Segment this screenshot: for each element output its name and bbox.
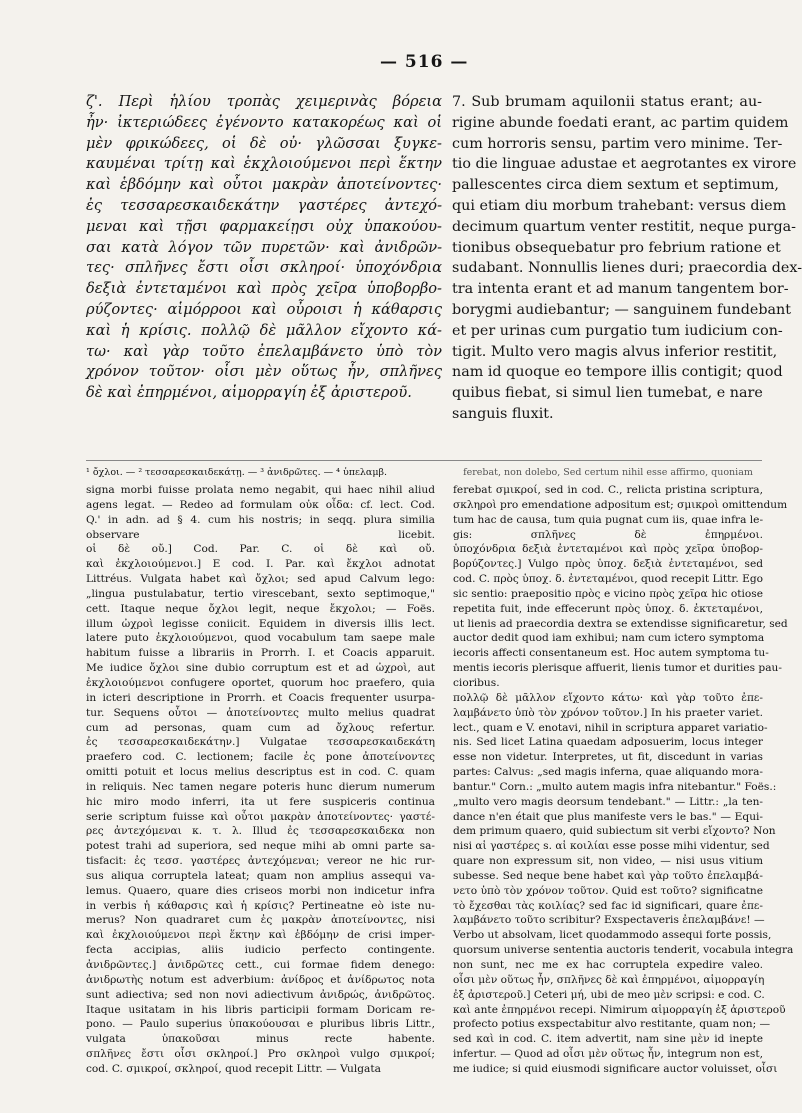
footnote-line: ἀνιδρῶντες.] ἀνιδρῶτες cett., cui formae fidem denego: xyxy=(86,959,435,971)
greek-text-line: ἐς τεσσαρεσκαιδεκάτην γαστέρες ἀντεχό- xyxy=(86,196,442,214)
footnote-line: hic miro modo inferri, ita ut fere suspiceris continua xyxy=(86,795,435,808)
footnote-line: mentis iecoris plerisque affuerit, lienis tumor et durities pau- xyxy=(453,662,782,675)
footnote-line: sus aliqua corruptela lateat; quam non amplius assequi va- xyxy=(86,869,435,882)
latin-text-line: tio die linguae adustae et aegrotantes ex virore xyxy=(452,156,797,173)
latin-text-line: tigit. Multo vero magis alvus inferior restitit, xyxy=(452,343,778,360)
page-number: — 516 — xyxy=(380,52,469,72)
footnote-line: καὶ ante ἐπηρμένοι recepi. Nimirum αἱμορραγίη ἐξ ἀριστεροῦ xyxy=(453,1003,786,1016)
greek-text-line: δεξιὰ ἐντεταμένοι καὶ πρὸς χεῖρα ὑποβορβο- xyxy=(86,280,442,298)
footnote-line: νετο ὑπὸ τὸν χρόνον τοῦτον. Quid est τοῦτο? significatne xyxy=(453,884,763,897)
footnote-line: cett. Itaque neque ὄχλοι legit, neque ἔκχολοι; — Foës. xyxy=(86,602,435,615)
footnote-line: dance n'en était que plus manifeste vers le bas." — Equi- xyxy=(453,810,763,823)
greek-text-line: ζ'. Περὶ ἡλίου τροπὰς χειμερινὰς βόρεια xyxy=(86,93,442,110)
footnote-faded-header: ferebat, non dolebo, Sed certum nihil esse affirmo, quoniam xyxy=(463,467,753,478)
footnote-line: latere puto ἐκχλοιούμενοι, quod vocabulum tam saepe male xyxy=(86,632,435,645)
greek-text-line: δὲ καὶ ἐπηρμένοι, αἱμορραγίη ἐξ ἀριστεροῦ. xyxy=(86,384,412,402)
footnote-line: dem primum quaero, quid subiectum sit verbi εἴχοντο? Non xyxy=(453,825,776,838)
footnote-line: me iudice; si quid eiusmodi significare auctor voluisset, οἷσι xyxy=(453,1062,778,1075)
footnote-line: καὶ ἐκχλοιούμενοι περὶ ἕκτην καὶ ἑβδόμην de crisi imper- xyxy=(86,929,435,942)
footnote-line: subesse. Sed neque bene habet καὶ γὰρ τοῦτο ἐπελαμβά- xyxy=(453,869,763,882)
footnote-line: quare non expressum sit, non video, — nisi usus vitium xyxy=(453,855,763,868)
latin-text-line: tionibus obsequebatur pro febrium ratione et xyxy=(452,239,781,256)
footnote-line: ὑποχόνδρια δεξιὰ ἐντεταμένοι καὶ πρὸς χεῖρα ὑποβορ- xyxy=(453,543,763,556)
footnote-line: nis. Sed licet Latina quaedam adposuerim, locus integer xyxy=(453,736,763,749)
footnote-line: „lingua pustulabatur, tertio virescebant, sexto septimoque," xyxy=(86,587,435,600)
footnote-line: tum hac de causa, tum quia pugnat cum iis, quae infra le- xyxy=(453,513,764,526)
footnote-line: ἐξ ἀριστεροῦ.] Ceteri μή, ubi de meo μὲν scripsi: e cod. C. xyxy=(453,988,765,1001)
latin-text-line: sanguis fluxit. xyxy=(452,405,554,422)
footnote-line: σπλῆνες ἔστι οἷσι σκληροί.] Pro σκληροὶ vulgo σμικροί; xyxy=(86,1048,435,1061)
footnote-line: Q.' in adn. ad § 4. cum his nostris; in seqq. plura similia xyxy=(86,513,435,526)
footnote-line: οἱ δὲ οὔ.] Cod. Par. C. οἱ δὲ καὶ οὔ. xyxy=(86,543,435,556)
footnote-line: ἐς τεσσαρεσκαιδεκάτην.] Vulgatae τεσσαρεσκαιδεκάτη xyxy=(86,736,435,749)
footnote-line: illum ὠχροὶ legisse coniicit. Equidem in diversis illis lect. xyxy=(86,617,435,630)
footnote-line: signa morbi fuisse prolata nemo negabit, qui haec nihil aliud xyxy=(86,484,435,496)
footnote-line: serie scriptum fuisse καὶ οὗτοι μακρὰν ἀποτείνοντες· γαστέ- xyxy=(86,810,435,823)
footnote-line: τὸ ἔχεσθαι τὰς κοιλίας? sed fac id significari, quare ἐπε- xyxy=(453,899,763,912)
latin-text-line: borygmi audiebantur; — sanguinem fundebant xyxy=(452,301,792,318)
footnote-line: Verbo ut absolvam, licet quodammodo assequi forte possis, xyxy=(453,929,772,942)
footnote-line: ρες ἀντεχόμεναι κ. τ. λ. Illud ἐς τεσσαρεσκαιδεκα non xyxy=(86,825,435,838)
footnote-line: repetita fuit, inde effecerunt πρὸς ὑποχ. δ. ἐκτεταμένοι, xyxy=(453,602,763,615)
footnote-line: lemus. Quaero, quare dies criseos morbi non indicetur infra xyxy=(86,884,435,897)
latin-text-line: rigine abunde foedati erant, ac partim quidem xyxy=(452,114,789,131)
footnote-line: merus? Non quadraret cum ἐς μακρὰν ἀποτείνοντες, nisi xyxy=(86,914,435,927)
footnote-line: tisfacit: ἐς τεσσ. γαστέρες ἀντεχόμεναι; vereor ne hic rur- xyxy=(86,855,435,868)
footnote-line: potest trahi ad superiora, sed neque mihi ab omni parte sa- xyxy=(86,840,435,853)
footnote-line: agens legat. — Redeo ad formulam οὐκ οἶδα: cf. lect. Cod. xyxy=(86,498,435,511)
footnote-line: tur. Sequens οὗτοι — ἀποτείνοντες multo melius quadrat xyxy=(86,706,435,719)
footnote-line: omitti potuit et locus melius descriptus est in cod. C. quam xyxy=(86,766,435,779)
greek-text-line: καὶ ἑβδόμην καὶ οὗτοι μακρὰν ἀποτείνοντες· xyxy=(86,176,442,194)
footnote-line: cum ad personas, quam cum ad ὄχλους refertur. xyxy=(86,721,435,734)
greek-text-line: σαι κατὰ λόγον τῶν πυρετῶν· καὶ ἀνιδρῶν- xyxy=(86,238,442,256)
footnote-line: καὶ ἐκχλοιούμενοι.] E cod. I. Par. καὶ ἔκχλοι adnotat xyxy=(86,558,435,571)
footnote-line: pono. — Paulo superius ὑπακούουσαι e pluribus libris Littr., xyxy=(86,1018,435,1031)
footnote-line: in verbis ἡ κάθαρσις καὶ ἡ κρίσις? Pertineatne eò iste nu- xyxy=(86,899,435,912)
latin-text-line: sudabant. Nonnullis lienes duri; praecordia dex- xyxy=(452,260,802,277)
greek-text-line: τες· σπλῆνες ἔστι οἷσι σκληροί· ὑποχόνδρια xyxy=(86,259,442,277)
greek-text-line: καυμέναι τρίτῃ καὶ ἑκχλοιούμενοι περὶ ἕκτην xyxy=(86,155,442,173)
footnote-line: auctor dedit quod iam exhibui; nam cum ictero symptoma xyxy=(453,632,765,645)
footnote-line: observare licebit. xyxy=(86,528,435,541)
footnote-line: σκληροὶ pro emendatione adpositum est; σμικροὶ omittendum xyxy=(453,498,788,511)
footnote-line: sed καὶ in cod. C. item advertit, nam sine μὲν id inepte xyxy=(453,1033,763,1046)
footnote-line: in icteri descriptione in Prorrh. et Coacis frequenter usurpa- xyxy=(86,691,435,704)
footnote-line: ut lienis ad praecordia dextra se extendisse significaretur, sed xyxy=(453,617,788,630)
greek-text-line: καὶ ἡ κρίσις. πολλῷ δὲ μᾶλλον εἴχοντο κά- xyxy=(86,321,442,339)
footnote-line: habitum fuisse a librariis in Prorrh. I. et Coacis apparuit. xyxy=(86,647,435,660)
footnote-line: bantur." Corn.: „multo autem magis infra nitebantur." Foës.: xyxy=(453,780,777,793)
footnote-line: sic sentio: praepositio πρὸς e vicino πρὸς χεῖρα hic otiose xyxy=(453,587,763,600)
footnote-line: profecto potius exspectabitur alvo restitante, quam non; — xyxy=(453,1018,771,1031)
footnote-line: quorsum universe sententia auctoris tenderit, vocabula integra xyxy=(453,944,794,957)
footnote-line: βορύζοντες.] Vulgo πρὸς ὑποχ. δεξιὰ ἐντεταμένοι, sed xyxy=(453,558,763,571)
latin-text-line: 7. Sub brumam aquilonii status erant; au- xyxy=(452,94,762,110)
latin-main-text xyxy=(452,92,802,425)
footnote-line: infertur. — Quod ad οἷσι μὲν οὕτως ἦν, integrum non est, xyxy=(453,1048,763,1061)
latin-text-line: tra intenta erant et ad manum tangentem bor- xyxy=(452,281,789,298)
footnote-line: cioribus. xyxy=(453,676,500,689)
footnote-divider xyxy=(86,460,762,461)
greek-text-line: τω· καὶ γὰρ τοῦτο ἐπελαμβάνετο ὑπὸ τὸν xyxy=(86,342,442,360)
footnote-line: partes: Calvus: „sed magis inferna, quae aliquando mora- xyxy=(453,766,763,779)
latin-text-line: cum horroris sensu, partim vero minime. Ter- xyxy=(452,135,783,152)
greek-text-line: μὲν φρικώδεες, οἱ δὲ οὐ· γλῶσσαι ξυγκε- xyxy=(86,134,442,152)
footnote-line: fecta accipias, aliis iudicio perfecto contingente. xyxy=(86,944,435,957)
greek-main-text xyxy=(86,92,442,404)
footnote-line: in reliquis. Nec tamen negare poteris hunc dierum numerum xyxy=(86,780,435,793)
latin-text-line: decimum quartum venter restitit, neque purga- xyxy=(452,218,796,235)
greek-text-line: μεναι καὶ τῇσι φαρμακείῃσι οὐχ ὑπακούου- xyxy=(86,217,442,235)
footnote-line: ἐκχλοιούμενοι confugere oportet, quorum hoc praefero, quia xyxy=(86,676,435,689)
footnote-line: non sunt, nec me ex hac corruptela expedire valeo. xyxy=(453,959,763,971)
footnote-line: λαμβάνετο ὑπὸ τὸν χρόνον τοῦτον.] In his praeter variet. xyxy=(453,706,763,719)
footnote-line: Littréus. Vulgata habet καὶ ὄχλοι; sed apud Calvum lego: xyxy=(86,573,435,586)
latin-text-line: pallescentes circa diem sextum et septimum, xyxy=(452,177,779,194)
footnote-line: λαμβάνετο τοῦτο scribitur? Exspectaveris ἐπελαμβάνε! — xyxy=(453,914,765,927)
greek-text-line: ρύζοντες· αἱμόρροοι καὶ οὖροισι ἡ κάθαρσις xyxy=(86,300,442,318)
footnote-line: lect., quam e V. enotavi, nihil in scriptura apparet variatio- xyxy=(453,721,768,734)
footnote-line: praefero cod. C. lectionem; facile ἐς pone ἀποτείνοντες xyxy=(86,751,435,764)
footnote-line: Me iudice ὄχλοι sine dubio corruptum est et ad ὠχροὶ, aut xyxy=(86,662,435,675)
footnote-line: πολλῷ δὲ μᾶλλον εἴχοντο κάτω· καὶ γὰρ τοῦτο ἐπε- xyxy=(453,691,763,704)
footnote-line: „multo vero magis deorsum tendebant." — Littr.: „la ten- xyxy=(453,795,763,808)
greek-text-line: ἦν· ἰκτεριώδεες ἐγένοντο κατακορέως καὶ οἱ xyxy=(86,113,442,131)
latin-text-line: quibus fiebat, si simul lien tumebat, e nare xyxy=(452,385,763,402)
footnote-line: cod. C. πρὸς ὑποχ. δ. ἐντεταμένοι, quod recepit Littr. Ego xyxy=(453,573,763,586)
latin-text-line: et per urinas cum purgatio tum iudicium con- xyxy=(452,322,783,339)
footnote-line: Itaque usitatam in his libris participii formam Doricam re- xyxy=(86,1003,435,1016)
footnotes-left-column xyxy=(86,466,435,1077)
footnote-line: esse non videtur. Interpretes, ut fit, discedunt in varias xyxy=(453,751,763,764)
footnote-line: iecoris affecti consentaneum est. Hoc autem symptoma tu- xyxy=(453,647,769,660)
footnote-line: gis: σπλῆνες δὲ ἐπηρμένοι. xyxy=(453,528,763,541)
footnote-line: ferebat σμικροί, sed in cod. C., relicta pristina scriptura, xyxy=(453,484,763,496)
footnote-line: sunt adiectiva; sed non novi adiectivum ἀνιδρώς, ἀνιδρῶτος. xyxy=(86,988,435,1001)
greek-text-line: χρόνον τοῦτον· οἷσι μὲν οὕτως ἦν, σπλῆνες xyxy=(86,363,442,381)
footnote-line: vulgata ὑπακοῦσαι minus recte habente. xyxy=(86,1033,435,1046)
footnote-variants-header: ¹ ὄχλοι. — ² τεσσαρεσκαιδεκάτῃ. — ³ ἀνιδρῶτες. — ⁴ ὑπελαμβ. xyxy=(86,467,388,478)
footnotes-right-column xyxy=(453,466,794,1077)
latin-text-line: nam id quoque eo tempore illis contigit; quod xyxy=(452,364,783,381)
footnote-line: οἷσι μὲν οὕτως ἦν, σπλῆνες δὲ καὶ ἐπηρμένοι, αἱμορραγίη xyxy=(453,973,765,986)
latin-text-line: qui etiam diu morbum trahebant: versus diem xyxy=(452,197,787,214)
footnote-line: ἀνιδρωτὴς notum est adverbium: ἀνίδρος et ἀνίδρωτος nota xyxy=(86,973,435,986)
footnote-line: nisi αἱ γαστέρες s. αἱ κοιλίαι esse posse mihi videntur, sed xyxy=(453,840,770,853)
footnote-line: cod. C. σμικροί, σκληροί, quod recepit Littr. — Vulgata xyxy=(86,1062,381,1075)
